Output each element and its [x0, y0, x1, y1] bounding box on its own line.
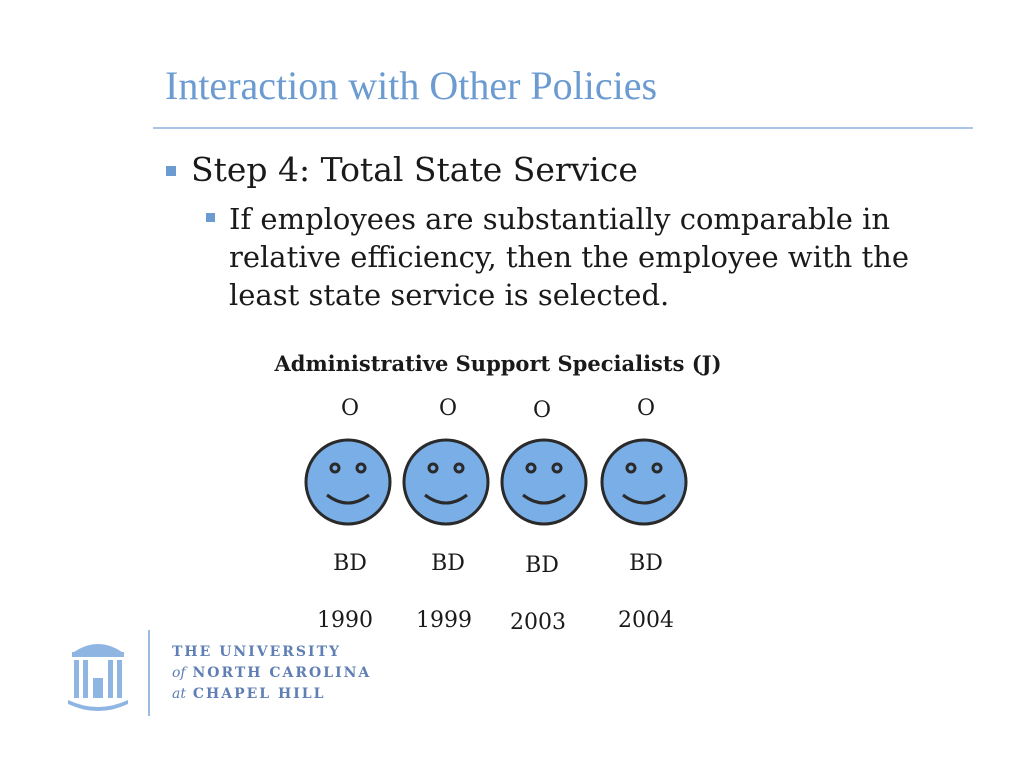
logo-divider [148, 630, 150, 716]
employee-top-label: O [438, 396, 458, 421]
employee-top-label: O [340, 396, 360, 421]
employee-rating: BD [525, 553, 559, 578]
employee-top-label: O [532, 398, 552, 423]
smiley-face-icon [599, 437, 689, 527]
diagram-caption: Administrative Support Specialists (J) [274, 351, 722, 376]
university-wordmark [172, 642, 371, 705]
smiley-face-icon [499, 437, 589, 527]
bullet-square-icon [206, 213, 215, 222]
bullet-square-icon [166, 166, 176, 176]
employee-year: 1999 [416, 608, 472, 633]
smiley-face-icon [401, 437, 491, 527]
bullet-level1: Step 4: Total State Service [191, 150, 638, 189]
smiley-face-icon [303, 437, 393, 527]
employee-year: 2003 [510, 610, 566, 635]
employee-top-label: O [636, 396, 656, 421]
employee-rating: BD [431, 551, 465, 576]
old-well-logo-icon [66, 634, 130, 714]
wordmark-line2: NORTH CAROLINA [192, 665, 372, 681]
wordmark-line3: CHAPEL HILL [192, 686, 326, 702]
employee-year: 1990 [317, 608, 373, 633]
wordmark-line1: THE UNIVERSITY [172, 644, 341, 660]
wordmark-prefix-of: of [172, 665, 186, 681]
employee-rating: BD [333, 551, 367, 576]
title-divider [153, 127, 973, 129]
slide-title: Interaction with Other Policies [165, 63, 658, 108]
wordmark-prefix-at: at [172, 686, 186, 702]
bullet-level2: If employees are substantially comparable in relative efficiency, then the employee with the least state service is selected. [229, 202, 910, 312]
employee-rating: BD [629, 551, 663, 576]
employee-year: 2004 [618, 608, 674, 633]
